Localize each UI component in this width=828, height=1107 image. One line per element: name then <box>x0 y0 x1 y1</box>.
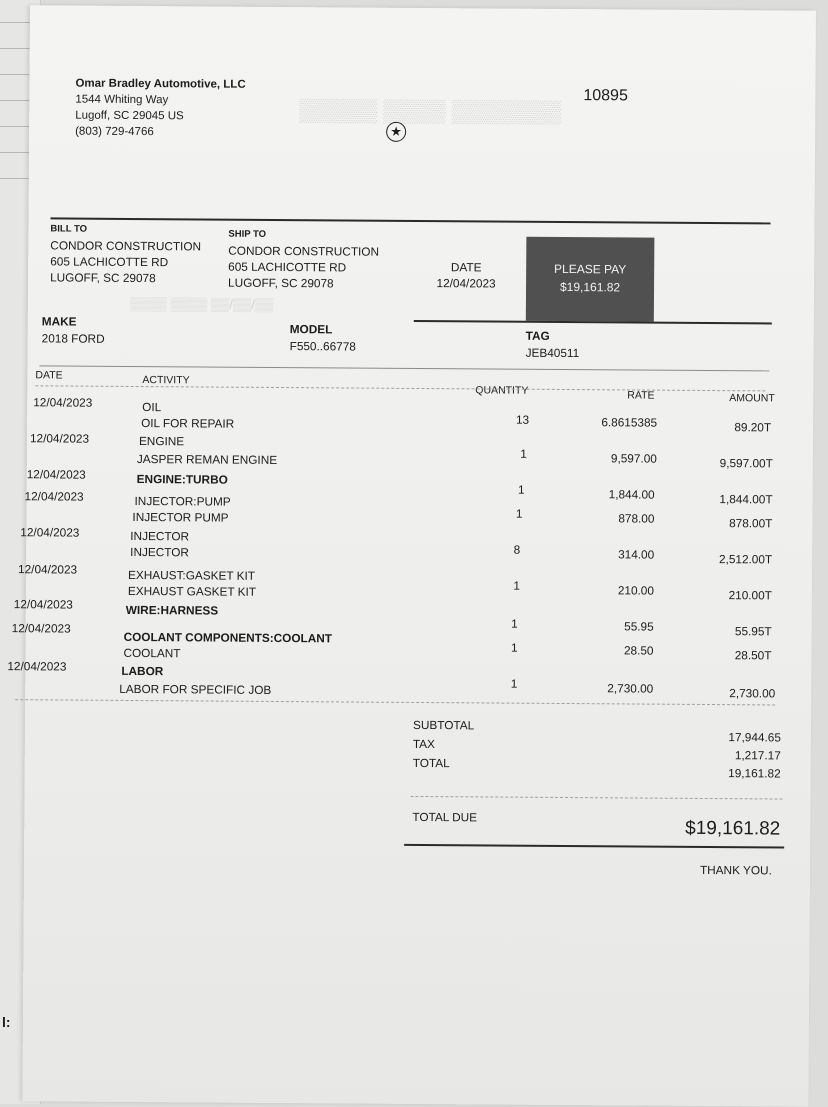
item-quantity: 1 <box>520 446 527 461</box>
model-label: MODEL <box>289 322 333 337</box>
item-rate: 314.00 <box>618 547 655 562</box>
item-rate: 9,597.00 <box>610 451 657 466</box>
header-amount: AMOUNT <box>729 392 775 405</box>
item-quantity: 8 <box>513 542 521 557</box>
total-dash-rule <box>410 796 782 800</box>
item-date: 12/04/2023 <box>20 525 80 540</box>
item-activity: INJECTOR:PUMP <box>134 493 231 509</box>
vehicle-rule <box>39 365 769 371</box>
subtotal-label: SUBTOTAL <box>412 717 475 733</box>
item-amount: 878.00T <box>729 516 773 531</box>
item-quantity: 1 <box>518 482 525 497</box>
ship-to-city: LUGOFF, SC 29078 <box>228 275 334 291</box>
item-description: INJECTOR <box>130 544 190 560</box>
header-rule <box>51 217 771 224</box>
item-rate: 1,844.00 <box>608 487 655 502</box>
items-end-rule <box>15 699 775 705</box>
item-description: INJECTOR PUMP <box>132 509 229 525</box>
please-pay-label: PLEASE PAY <box>553 261 627 277</box>
model-block <box>290 322 356 353</box>
tax-label: TAX <box>412 736 435 752</box>
item-quantity: 1 <box>513 578 521 593</box>
tag-label: TAG <box>525 328 550 343</box>
company-name: Omar Bradley Automotive, LLC <box>75 77 246 91</box>
total-value: 19,161.82 <box>728 766 781 781</box>
ship-to-block <box>228 229 379 291</box>
bill-to-city: LUGOFF, SC 29078 <box>50 270 156 286</box>
item-activity: LABOR <box>121 663 164 679</box>
item-rate: 210.00 <box>617 583 654 598</box>
item-date: 12/04/2023 <box>26 467 86 482</box>
item-date: 12/04/2023 <box>7 659 67 674</box>
please-pay-box <box>526 237 655 322</box>
item-amount: 2,730.00 <box>729 686 776 701</box>
item-amount: 1,844.00T <box>719 492 773 507</box>
bill-to-street: 605 LACHICOTTE RD <box>50 254 169 270</box>
item-amount: 9,597.00T <box>719 456 773 471</box>
item-rate: 2,730.00 <box>607 681 654 696</box>
company-block <box>75 76 246 141</box>
bill-to-name: CONDOR CONSTRUCTION <box>50 238 202 254</box>
item-quantity: 1 <box>510 640 518 655</box>
margin-mark: l: <box>2 1014 11 1030</box>
model-value: F550..66778 <box>289 339 356 354</box>
item-description: LABOR FOR SPECIFIC JOB <box>119 681 272 697</box>
bill-to-label: BILL TO <box>50 223 88 235</box>
make-value: 2018 FORD <box>41 331 105 346</box>
item-description: JASPER REMAN ENGINE <box>136 452 278 467</box>
item-activity: ENGINE <box>138 434 185 449</box>
item-date: 12/04/2023 <box>29 431 90 446</box>
item-date: 12/04/2023 <box>24 489 84 504</box>
item-description: COOLANT <box>123 645 181 661</box>
total-label: TOTAL <box>412 755 450 771</box>
invoice-number: 10895 <box>583 87 628 105</box>
total-due-value: $19,161.82 <box>685 817 781 840</box>
company-phone: (803) 729-4766 <box>75 125 154 139</box>
item-date: 12/04/2023 <box>33 395 93 410</box>
please-pay-amount: $19,161.82 <box>559 279 621 295</box>
make-label: MAKE <box>41 314 77 329</box>
item-activity: OIL <box>142 400 162 415</box>
item-description: EXHAUST GASKET KIT <box>127 583 257 599</box>
header-date: DATE <box>35 369 63 382</box>
item-rate: 878.00 <box>618 511 655 526</box>
item-activity: INJECTOR <box>130 528 190 544</box>
header-quantity: QUANTITY <box>475 384 529 397</box>
pay-rule <box>414 320 772 324</box>
header-activity: ACTIVITY <box>142 374 190 387</box>
ship-to-street: 605 LACHICOTTE RD <box>228 259 347 275</box>
item-quantity: 1 <box>515 506 523 521</box>
company-city: Lugoff, SC 29045 US <box>75 109 184 123</box>
date-value: 12/04/2023 <box>436 276 496 291</box>
ship-to-label: SHIP TO <box>228 228 267 240</box>
item-activity: EXHAUST:GASKET KIT <box>127 567 256 583</box>
item-amount: 55.95T <box>734 624 772 639</box>
subtotal-value: 17,944.65 <box>728 730 781 745</box>
tax-value: 1,217.17 <box>734 748 781 763</box>
item-date: 12/04/2023 <box>13 597 73 612</box>
item-amount: 28.50T <box>734 648 772 663</box>
bill-to-block <box>50 223 201 285</box>
item-rate: 28.50 <box>623 643 654 658</box>
item-activity: WIRE:HARNESS <box>125 602 219 618</box>
item-description: OIL FOR REPAIR <box>141 416 235 431</box>
date-label: DATE <box>450 260 482 275</box>
tag-value: JEB40511 <box>525 345 580 361</box>
header-rate: RATE <box>627 389 655 402</box>
item-amount: 210.00T <box>728 588 772 603</box>
item-activity: ENGINE:TURBO <box>136 472 228 487</box>
item-date: 12/04/2023 <box>11 621 71 636</box>
item-rate: 6.8615385 <box>601 415 658 430</box>
tag-block <box>526 329 580 360</box>
header-dash-rule <box>35 385 765 391</box>
item-date: 12/04/2023 <box>18 562 78 577</box>
total-due-label: TOTAL DUE <box>412 809 478 825</box>
star-circle-icon: ★ <box>386 122 406 142</box>
company-street: 1544 Whiting Way <box>75 93 169 107</box>
ghost-issue-date: ▒▒▒▒ ▒▒▒▒ ▒▒/▒▒/▒▒ <box>129 295 274 312</box>
item-amount: 89.20T <box>734 420 772 435</box>
item-quantity: 13 <box>515 412 530 427</box>
item-amount: 2,512.00T <box>718 552 773 567</box>
item-quantity: 1 <box>511 616 518 631</box>
thank-you: THANK YOU. <box>699 862 772 878</box>
item-rate: 55.95 <box>624 619 654 634</box>
ghost-watermark: ▒▒▒▒▒ ▒▒▒▒ ▒▒▒▒▒▒▒ <box>299 97 561 124</box>
date-block <box>428 260 504 291</box>
total-due-rule <box>404 844 784 848</box>
item-quantity: 1 <box>510 676 518 691</box>
invoice-page <box>7 5 816 1106</box>
make-block <box>42 314 105 345</box>
item-activity: COOLANT COMPONENTS:COOLANT <box>123 629 333 646</box>
ship-to-name: CONDOR CONSTRUCTION <box>228 243 380 259</box>
